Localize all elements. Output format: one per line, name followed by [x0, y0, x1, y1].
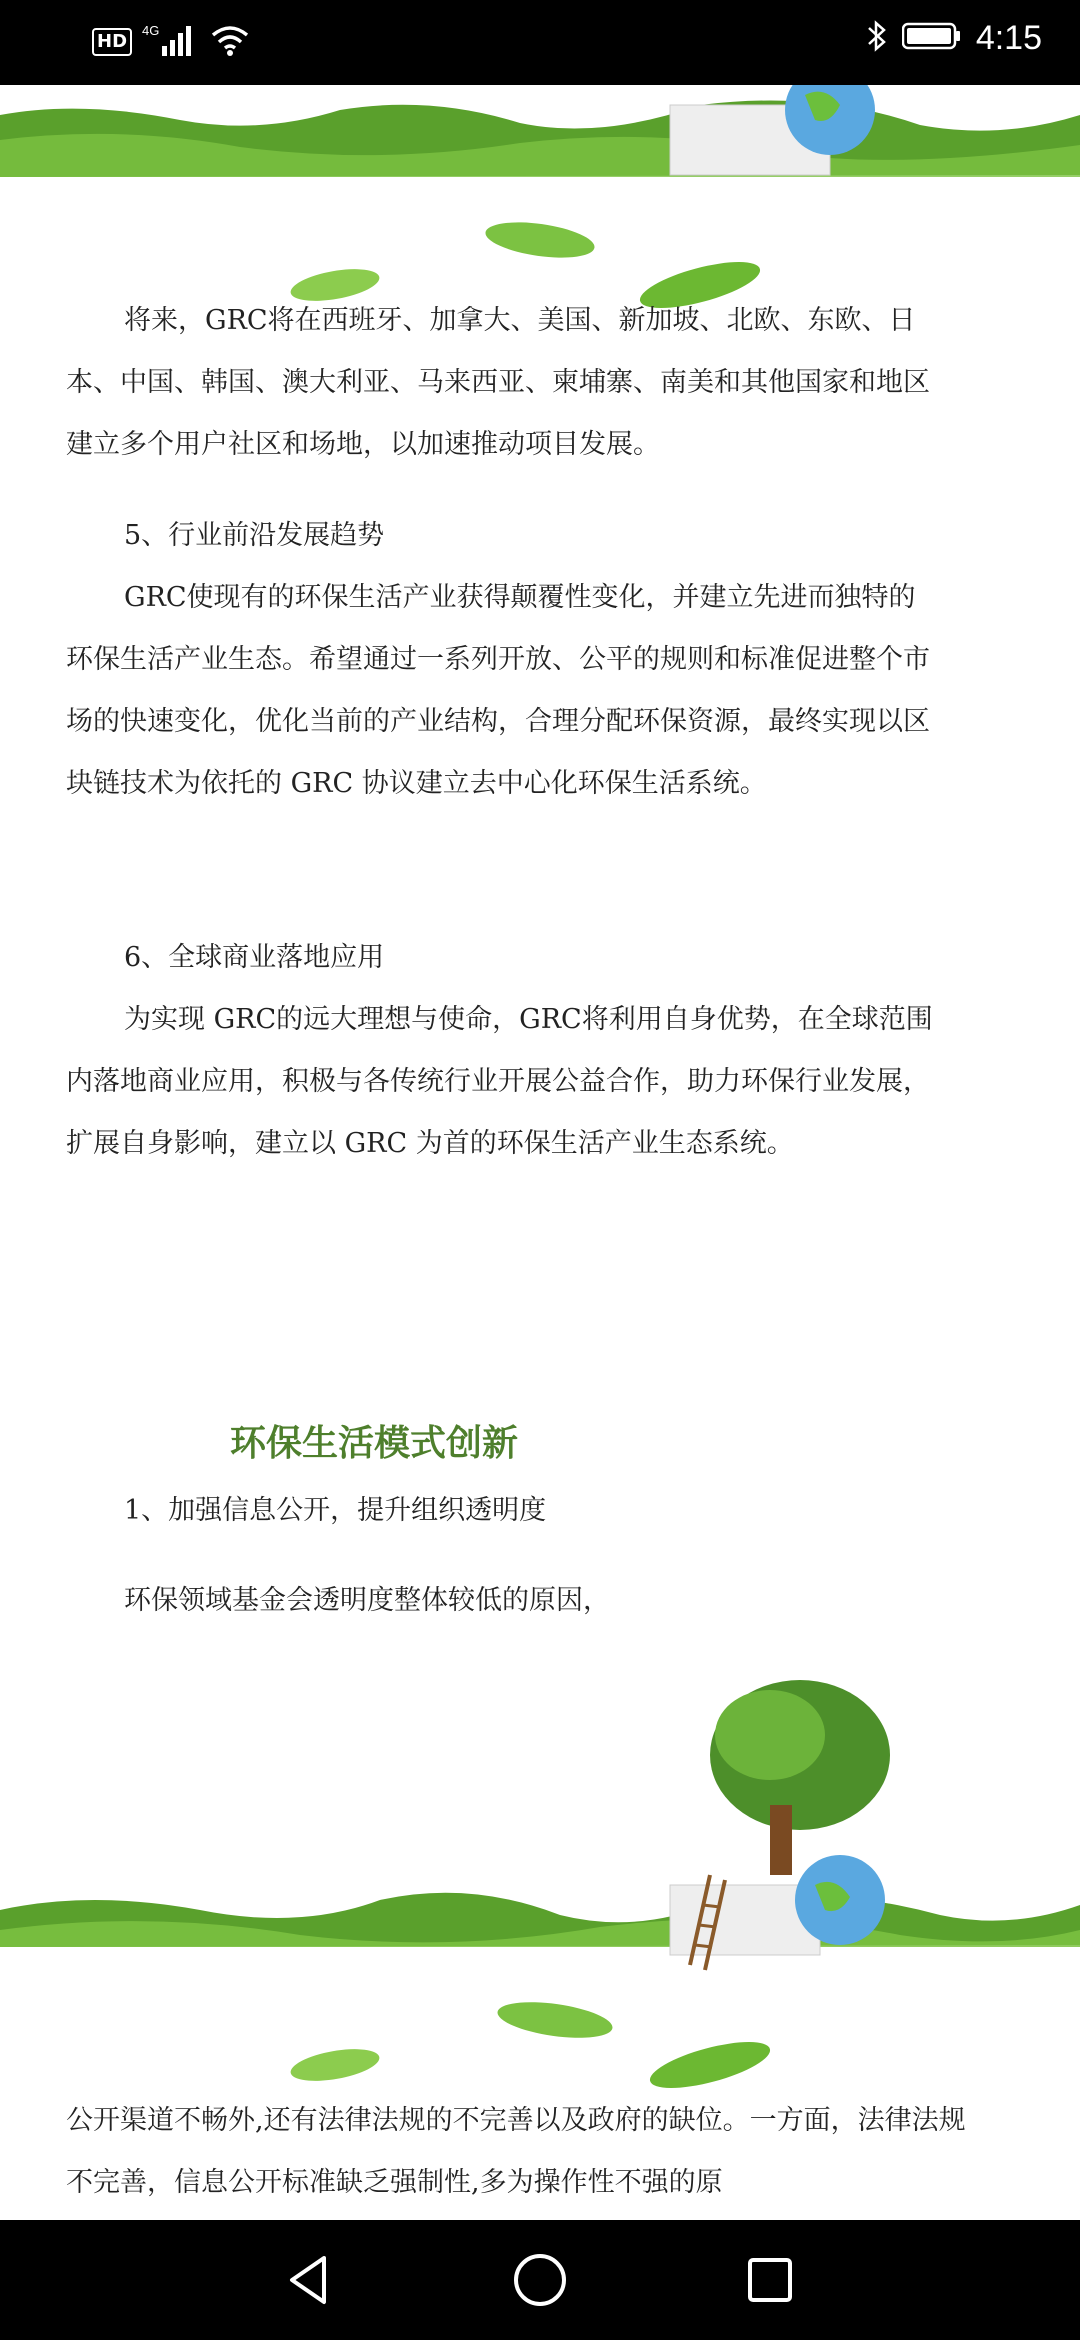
section6-title: 6、全球商业落地应用: [124, 942, 385, 973]
recents-button[interactable]: [740, 2250, 800, 2310]
hd-icon: HD: [92, 28, 132, 56]
text-block-future: [66, 290, 936, 476]
battery-icon: [902, 21, 962, 55]
tree-icon: [710, 1680, 890, 1875]
innovation-section: [66, 1480, 936, 1632]
bluetooth-icon: [866, 18, 888, 58]
section-6: [66, 927, 936, 1175]
network-label: 4G: [142, 23, 160, 38]
navigation-bar: [0, 2220, 1080, 2340]
article-content: [0, 85, 1080, 2220]
text-block-page2: [66, 2090, 966, 2214]
back-button[interactable]: [280, 2250, 340, 2310]
innovation-item1: 1、加强信息公开，提升组织透明度: [124, 1495, 547, 1526]
paragraph-page2: 公开渠道不畅外,还有法律法规的不完善以及政府的缺位。一方面，法律法规不完善，信息公开标准缺乏强制性,多为操作性不强的原: [66, 2105, 966, 2198]
status-bar: [0, 0, 1080, 85]
innovation-heading: 环保生活模式创新: [230, 1423, 519, 1464]
home-button[interactable]: [510, 2250, 570, 2310]
section-5: [66, 505, 936, 815]
section6-body: 为实现 GRC的远大理想与使命，GRC将利用自身优势，在全球范围内落地商业应用，积极与各传统行业开展公益合作，助力环保行业发展，扩展自身影响，建立以 GRC 为首的环保生活产业生态系统。: [66, 1004, 933, 1159]
wifi-icon: [210, 23, 250, 61]
paragraph-future: 将来，GRC将在西班牙、加拿大、美国、新加坡、北欧、东欧、日本、中国、韩国、澳大利亚、马来西亚、柬埔寨、南美和其他国家和地区建立多个用户社区和场地，以加速推动项目发展。: [66, 305, 930, 460]
recents-icon: [740, 2250, 800, 2310]
back-icon: [280, 2250, 340, 2310]
section5-body: GRC使现有的环保生活产业获得颠覆性变化，并建立先进而独特的环保生活产业生态。希望通过一系列开放、公平的规则和标准促进整个市场的快速变化，优化当前的产业结构，合理分配环保资源，最终实现以区块链技术为依托的 GRC 协议建立去中心化环保生活系统。: [66, 582, 930, 799]
section5-title: 5、行业前沿发展趋势: [124, 520, 385, 551]
leaf-icon-2: [288, 1996, 774, 2097]
clock: 4:15: [975, 18, 1042, 57]
signal-icon: [142, 22, 200, 62]
grass-banner-middle: [0, 1635, 1080, 2135]
home-icon: [510, 2250, 570, 2310]
innovation-item1-intro: 环保领域基金会透明度整体较低的原因，: [124, 1585, 610, 1616]
